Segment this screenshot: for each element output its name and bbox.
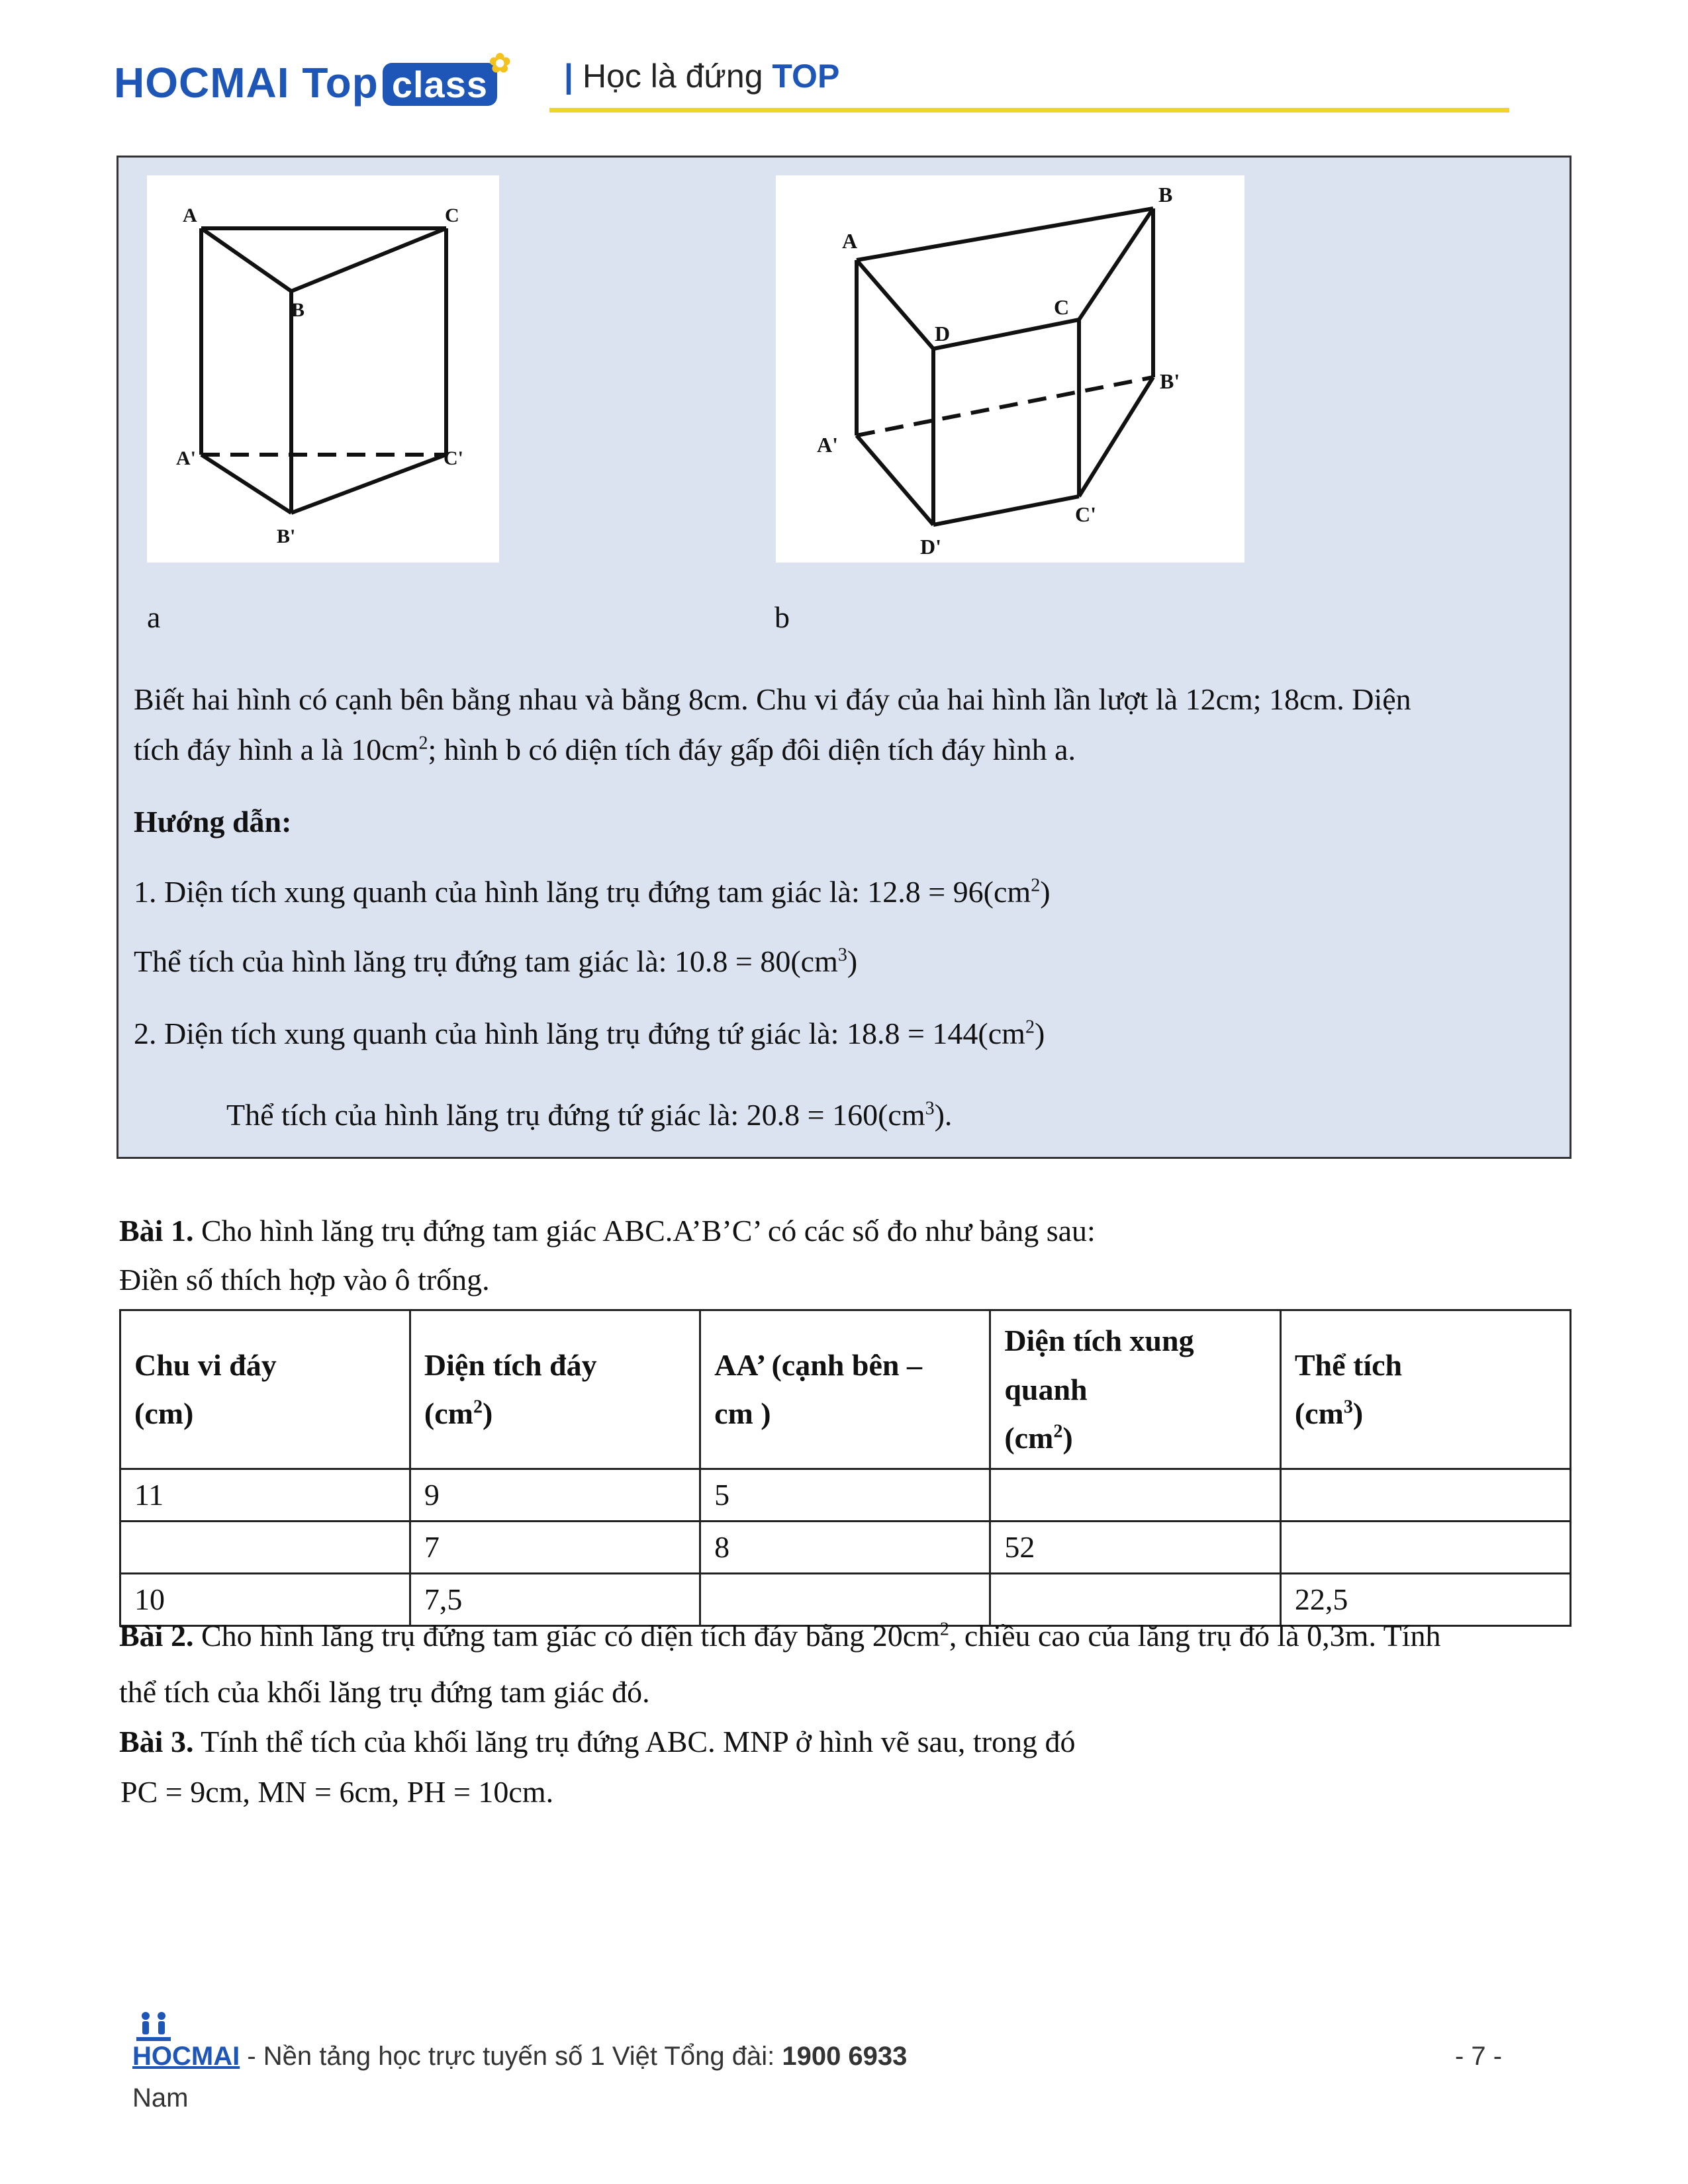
label-A1: A' — [817, 433, 838, 457]
footer — [132, 2042, 907, 2071]
label-C: C — [445, 205, 459, 226]
solution-line-3: 2. Diện tích xung quanh của hình lăng trụ đứng tứ giác là: $18.8 = 144(cm^2)$ — [134, 1017, 1045, 1050]
col-header-lateral-area — [990, 1310, 1281, 1469]
s2-text: Thể tích của hình lăng trụ đứng tam giác là: — [134, 944, 675, 978]
label-A: A — [183, 205, 197, 226]
table-row — [120, 1469, 1571, 1521]
label-C: C — [1054, 295, 1070, 319]
tagline-text: Học là đứng — [583, 58, 763, 95]
table-cell: 8 — [700, 1521, 990, 1573]
col-header-perimeter — [120, 1310, 410, 1469]
label-B: B — [291, 299, 305, 321]
table-cell: 22,5 — [1280, 1573, 1570, 1625]
hocmai-topclass-logo — [114, 49, 512, 107]
s1-text: 1. Diện tích xung quanh của hình lăng trụ đứng tam giác là: — [134, 875, 868, 909]
h3-sup: 2 — [1053, 1421, 1063, 1442]
people-icon — [132, 2011, 175, 2044]
tagline-emph: TOP — [772, 58, 840, 95]
s3-sup: 2 — [1025, 1017, 1035, 1038]
table-cell: 5 — [700, 1469, 990, 1521]
label-B1: B' — [1160, 369, 1180, 393]
logo-text: HOCMAI Top — [114, 59, 379, 107]
quadrilateral-prism-diagram — [776, 175, 1244, 563]
exercise-1 — [119, 1208, 1096, 1253]
intro-line-1: Biết hai hình có cạnh bên bằng nhau và bằng 8cm. Chu vi đáy của hai hình lần lượt là 12cm; 18cm. Diện — [134, 682, 1411, 716]
s3-math: 18.8 = 144(cm — [846, 1017, 1025, 1050]
figure-a — [147, 175, 499, 563]
table-cell — [1280, 1521, 1570, 1573]
exercise-1-label: Bài 1. — [119, 1214, 194, 1248]
s1-math: 12.8 = 96(cm — [867, 875, 1031, 909]
exercise-2-math: 20cm — [872, 1619, 940, 1653]
header-underline — [549, 108, 1509, 113]
h2-l2: cm ) — [714, 1396, 771, 1431]
h1-sup: 2 — [473, 1397, 483, 1418]
s2-math: 10.8 = 80(cm — [674, 944, 838, 978]
solution-line-4: Thể tích của hình lăng trụ đứng tứ giác là: $20.8 = 160(cm^3)$. — [226, 1098, 953, 1132]
h3-l3: (cm — [1004, 1421, 1054, 1455]
h0-l1: Chu vi đáy — [134, 1347, 277, 1382]
exercise-2-sup: 2 — [939, 1619, 949, 1640]
intro-text-b: ; hình b có diện tích đáy gấp đôi diện tích đáy hình a. — [428, 733, 1076, 766]
footer-text: - Nền tảng học trực tuyến số 1 Việt Tổng đài: — [240, 2042, 782, 2071]
exercise-2 — [119, 1613, 1441, 1659]
s4-text: Thể tích của hình lăng trụ đứng tứ giác là: — [226, 1098, 747, 1132]
footer-line-2: Nam — [132, 2083, 189, 2113]
label-A: A — [842, 229, 858, 253]
h2-l1: AA’ (cạnh bên – — [714, 1347, 922, 1382]
page-number: - 7 - — [1455, 2042, 1503, 2071]
measurements-table — [119, 1309, 1571, 1627]
h3-l2: quanh — [1004, 1372, 1088, 1406]
s4-sup: 3 — [925, 1098, 935, 1119]
logo-badge-text: class — [391, 64, 488, 105]
exercise-2-line-2: thể tích của khối lăng trụ đứng tam giác đó. — [119, 1675, 650, 1709]
solution-line-2: Thể tích của hình lăng trụ đứng tam giác là: $10.8 = 80(cm^3)$ — [134, 944, 858, 978]
h4-l2: (cm — [1294, 1396, 1344, 1431]
table-cell: 7,5 — [410, 1573, 700, 1625]
tagline — [564, 57, 839, 95]
table-cell — [1280, 1469, 1570, 1521]
triangular-prism-diagram — [147, 175, 499, 563]
label-C1: C' — [444, 447, 463, 469]
exercise-3-label: Bài 3. — [119, 1725, 194, 1758]
s4-math: 20.8 = 160(cm — [746, 1098, 925, 1132]
label-A1: A' — [176, 447, 196, 469]
table-cell: 11 — [120, 1469, 410, 1521]
col-header-volume — [1280, 1310, 1570, 1469]
exercise-2-text-b: , chiều cao của lăng trụ đó là 0,3m. Tính — [949, 1619, 1441, 1653]
exercise-2-text-a: Cho hình lăng trụ đứng tam giác có diện tích đáy bằng — [193, 1619, 872, 1653]
h0-l2: (cm) — [134, 1396, 194, 1431]
label-B1: B' — [277, 525, 296, 547]
table-cell: 7 — [410, 1521, 700, 1573]
s3-text: 2. Diện tích xung quanh của hình lăng trụ đứng tứ giác là: — [134, 1017, 847, 1050]
table-cell — [120, 1521, 410, 1573]
table-cell: 10 — [120, 1573, 410, 1625]
guide-title: Hướng dẫn: — [134, 805, 292, 839]
h1-l2b: ) — [482, 1396, 493, 1431]
label-B: B — [1158, 183, 1173, 206]
logo-badge — [383, 49, 512, 106]
col-header-base-area — [410, 1310, 700, 1469]
figure-b — [776, 175, 1244, 563]
h3-l1: Diện tích xung — [1004, 1324, 1194, 1357]
table-cell: 9 — [410, 1469, 700, 1521]
label-D1: D' — [920, 535, 941, 559]
table-cell: 52 — [990, 1521, 1281, 1573]
h1-l2: (cm — [424, 1396, 473, 1431]
exercise-2-label: Bài 2. — [119, 1619, 194, 1653]
intro-line-2 — [134, 727, 1076, 772]
footer-phone: 1900 6933 — [782, 2042, 908, 2071]
intro-sup: 2 — [418, 733, 428, 754]
label-C1: C' — [1075, 502, 1096, 526]
caption-a: a — [147, 600, 161, 634]
s1-sup: 2 — [1031, 875, 1041, 896]
caption-b: b — [774, 600, 790, 634]
solution-line-1: 1. Diện tích xung quanh của hình lăng trụ đứng tam giác là: $12.8 = 96(cm^2)$ — [134, 875, 1051, 909]
tagline-bar: | — [564, 58, 573, 95]
exercise-3 — [119, 1719, 1076, 1764]
footer-brand-link[interactable]: HOCMAI — [132, 2042, 240, 2071]
exercise-1-text: Cho hình lăng trụ đứng tam giác ABC.A’B’C’ có các số đo như bảng sau: — [193, 1214, 1096, 1248]
star-icon: ✿ — [489, 49, 512, 78]
table-header-row — [120, 1310, 1571, 1469]
h1-l1: Diện tích đáy — [424, 1347, 597, 1382]
s2-sup: 3 — [837, 944, 847, 966]
h4-sup: 3 — [1343, 1397, 1353, 1418]
h4-l2b: ) — [1352, 1396, 1364, 1431]
table-cell — [990, 1469, 1281, 1521]
exercise-1-instruction: Điền số thích hợp vào ô trống. — [119, 1263, 490, 1297]
col-header-lateral-edge — [700, 1310, 990, 1469]
h3-l3b: ) — [1062, 1421, 1073, 1455]
h4-l1: Thể tích — [1294, 1347, 1403, 1382]
table-row — [120, 1521, 1571, 1573]
exercise-3-math: PC = 9cm, MN = 6cm, PH = 10cm. — [120, 1775, 554, 1809]
label-D: D — [935, 322, 951, 345]
intro-text-a: tích đáy hình a là 10cm — [134, 733, 419, 766]
exercise-3-text: Tính thể tích của khối lăng trụ đứng ABC. MNP ở hình vẽ sau, trong đó — [193, 1725, 1076, 1758]
